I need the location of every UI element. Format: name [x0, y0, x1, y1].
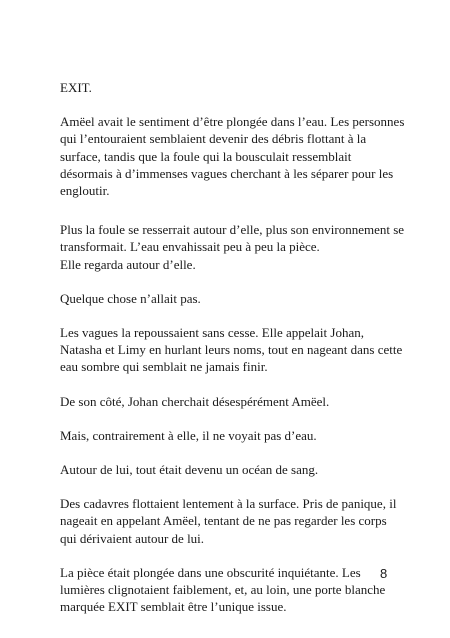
- paragraph-8: Autour de lui, tout était devenu un océan de sang.: [60, 462, 319, 478]
- paragraph-7: Mais, contrairement à elle, il ne voyait pas d’eau.: [60, 427, 317, 443]
- paragraph-5: Les vagues la repoussaient sans cesse. Elle appelait Johan, Natasha et Limy en hurlant leurs noms, tout en nageant dans cette eau sombre qui semblait ne jamais finir.: [60, 325, 403, 375]
- paragraph-9: Des cadavres flottaient lentement à la surface. Pris de panique, il nageait en appelant Amëel, tentant de ne pas regarder les corps qui dérivaient autour de lui.: [60, 496, 397, 546]
- page-number: 8: [380, 566, 388, 581]
- paragraph-1: Amëel avait le sentiment d’être plongée dans l’eau. Les personnes qui l’entouraient semblaient devenir des débris flottant à la surface, tandis que la foule qui la bousculait ressemblait désormais à d’immenses vagues cherchant à les séparer pour les engloutir.: [60, 114, 405, 199]
- paragraph-4: Quelque chose n’allait pas.: [60, 290, 201, 306]
- paragraph-2: Plus la foule se resserrait autour d’elle, plus son environnement se transformait. L’eau envahissait peu à peu la pièce.: [60, 222, 405, 255]
- body-text: [60, 79, 405, 615]
- paragraph-heading-exit: EXIT.: [60, 80, 92, 95]
- paragraph-6: De son côté, Johan cherchait désespérément Amëel.: [60, 393, 330, 409]
- paragraph-3: Elle regarda autour d’elle.: [60, 256, 196, 272]
- paragraph-10: La pièce était plongée dans une obscurité inquiétante. Les lumières clignotaient faiblement, et, au loin, une porte blanche marquée EXIT semblait être l’unique issue.: [60, 564, 386, 615]
